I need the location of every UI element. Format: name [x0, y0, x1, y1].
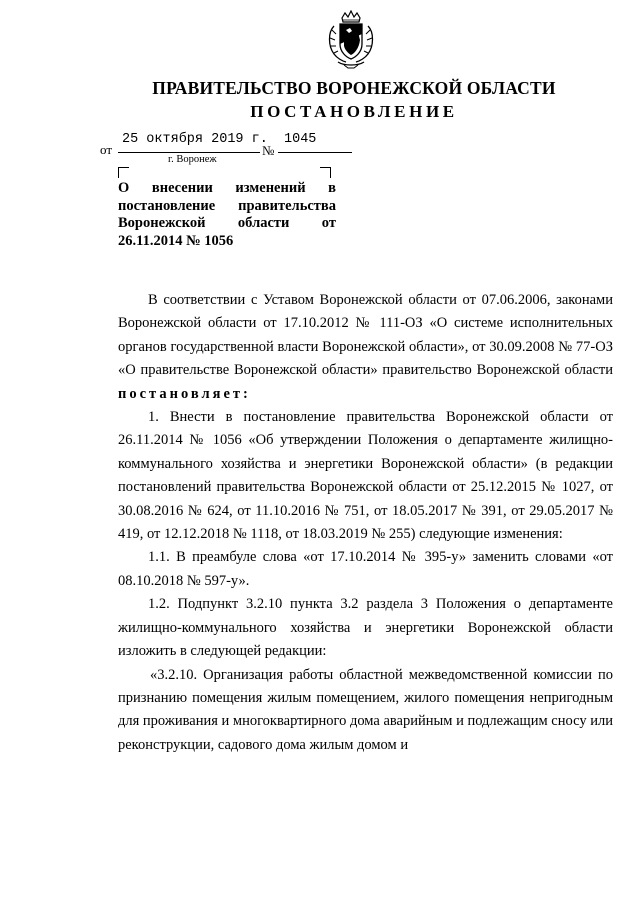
number-value: 1045	[284, 132, 317, 147]
subject-corner-right	[320, 167, 331, 178]
city-label: г. Воронеж	[168, 154, 217, 165]
subject-line: О внесении изменений в	[118, 180, 336, 196]
number-label: №	[262, 143, 275, 158]
preamble-text: В соответствии с Уставом Воронежской области от 07.06.2006, законами Воронежской области от 17.10.2012 № 111-ОЗ «О системе исполнительных органов государственной власти Воронежской области», от 30.09.2008 № 77-ОЗ «О правительстве Воронежской области» правительство Воронежской области	[118, 292, 613, 379]
organization-title: ПРАВИТЕЛЬСТВО ВОРОНЕЖСКОЙ ОБЛАСТИ	[152, 78, 556, 98]
subject-line: Воронежской области от	[118, 215, 336, 231]
quoted-paragraph: «3.2.10. Организация работы областной межведомственной комиссии по признанию помещения жилым помещением, жилого помещения непригодным для проживания и многоквартирного дома аварийным и подлежащим сносу или реконструкции, садового дома жилым домом и	[118, 666, 613, 753]
document-type: ПОСТАНОВЛЕНИЕ	[250, 102, 458, 121]
item-1-2-paragraph: 1.2. Подпункт 3.2.10 пункта 3.2 раздела 3 Положения о департаменте жилищно-коммунального хозяйства и энергетики Воронежской области изложить в следующей редакции:	[118, 596, 613, 660]
decree-word: постановляет:	[118, 385, 251, 402]
date-number-line	[100, 132, 360, 156]
subject-line: 26.11.2014 № 1056	[118, 232, 234, 249]
preamble-paragraph	[0, 289, 640, 406]
subject-corner-left	[118, 167, 129, 178]
from-label: от	[100, 142, 113, 157]
subject-line: постановление правительства	[118, 197, 336, 214]
document-subject	[118, 180, 336, 250]
date-value: 25 октября 2019 г.	[122, 132, 268, 147]
date-underline	[118, 152, 260, 153]
item-1-1-paragraph: 1.1. В преамбуле слова «от 17.10.2014 № 395-у» заменить словами «от 08.10.2018 № 597-у».	[118, 549, 613, 589]
number-underline	[278, 152, 352, 153]
document-body	[0, 289, 640, 757]
coat-of-arms-icon	[324, 10, 378, 70]
item-1-paragraph: 1. Внести в постановление правительства Воронежской области от 26.11.2014 № 1056 «Об утверждении Положения о департаменте жилищно-коммунального хозяйства и энергетики Воронежской области» (в редакции постановлений правительства Воронежской области от 25.12.2015 № 1027, от 30.08.2016 № 624, от 11.10.2016 № 751, от 18.05.2017 № 391, от 29.05.2017 № 419, от 12.12.2018 № 1118, от 18.03.2019 № 255) следующие изменения:	[118, 409, 613, 543]
